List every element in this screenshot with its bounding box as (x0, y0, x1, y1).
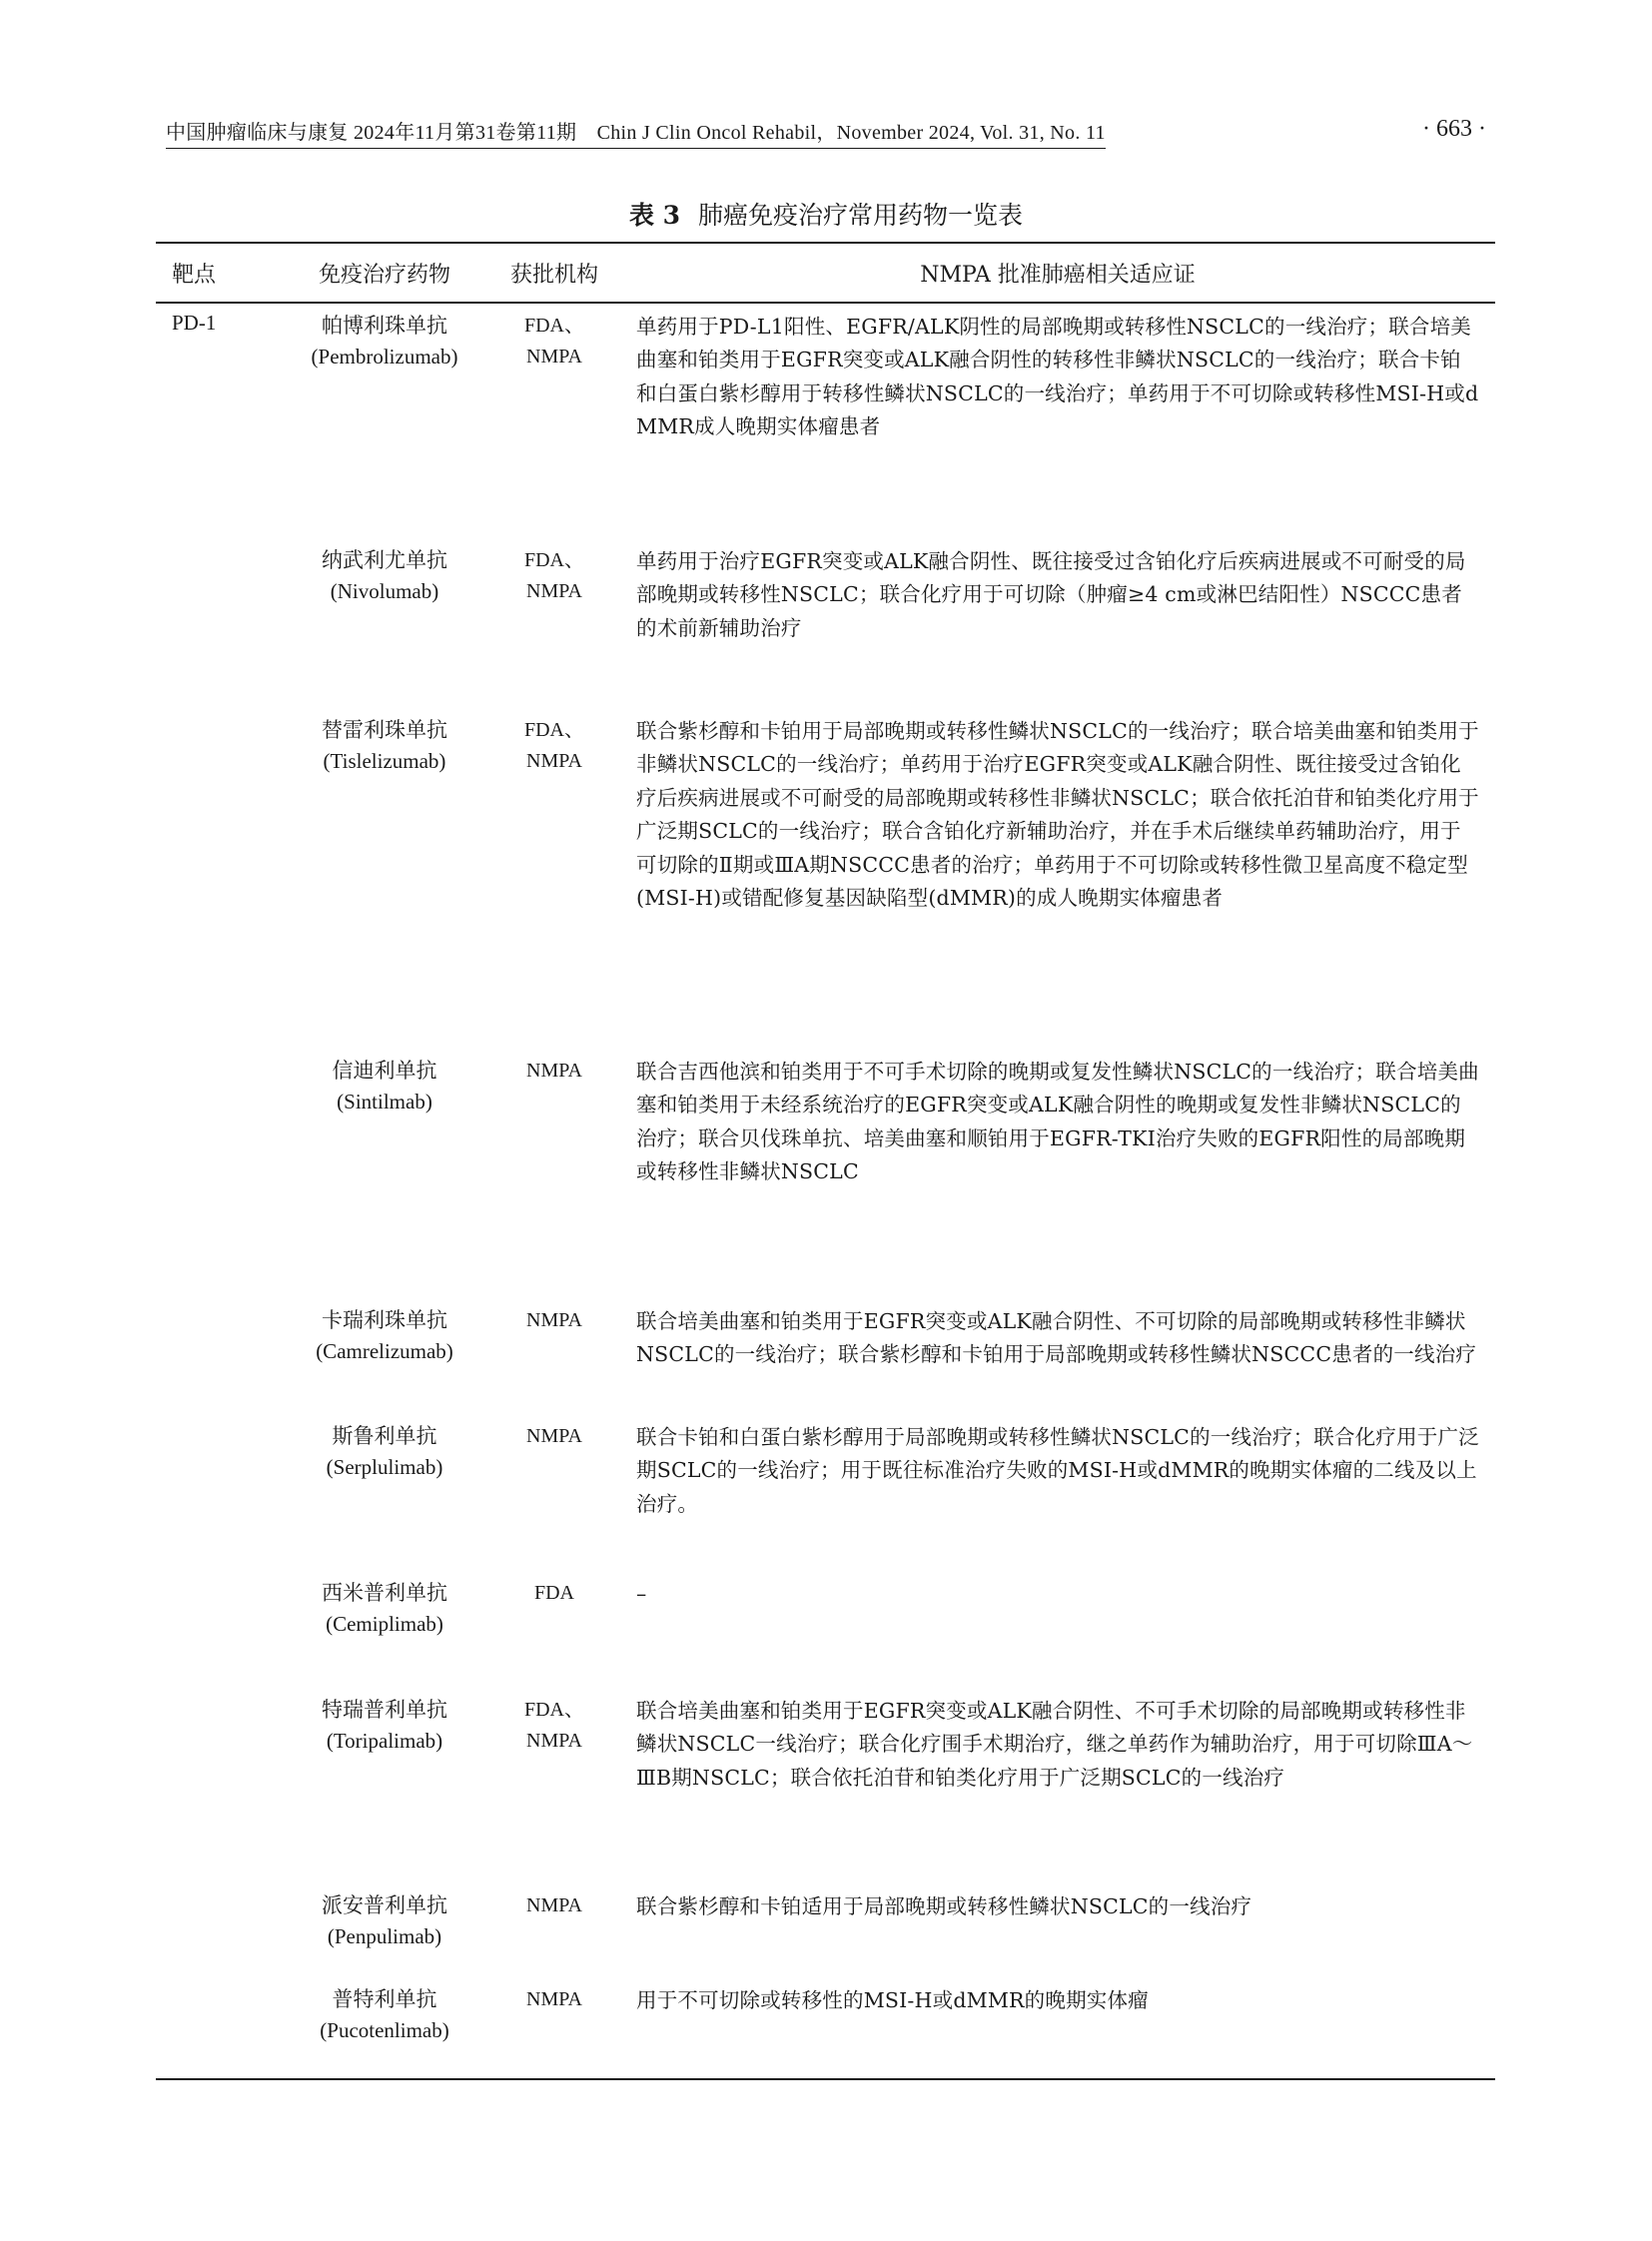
journal-citation: 中国肿瘤临床与康复 2024年11月第31卷第11期 Chin J Clin Oncol Rehabil，November 2024, Vol. 31, No. 11 (166, 116, 1106, 149)
agency-name: FDA、 (523, 719, 584, 741)
agency-cell (499, 1056, 609, 1087)
agency-cell (499, 1305, 609, 1336)
agency-name: FDA (533, 1582, 574, 1604)
drug-name-cn: 替雷利珠单抗 (322, 718, 447, 742)
page-number: · 663 · (1422, 116, 1486, 142)
indication-cell: 联合紫杉醇和卡铂用于局部晚期或转移性鳞状NSCLC的一线治疗；联合培美曲塞和铂类用于非鳞状NSCLC的一线治疗；单药用于治疗EGFR突变或ALK融合阴性、既往接受过含铂化疗后疾病进展或不可耐受的局部晚期或转移性非鳞状NSCLC；联合依托泊苷和铂类化疗用于广泛期SCLC的一线治疗；联合含铂化疗新辅助治疗，并在手术后继续单药辅助治疗，用于可切除的Ⅱ期或ⅢA期NSCCC患者的治疗；单药用于不可切除或转移性微卫星高度不稳定型(MSI-H)或错配修复基因缺陷型(dMMR)的成人晚期实体瘤患者 (636, 719, 1479, 911)
drug-cell (270, 1421, 499, 1483)
drug-cell (270, 1695, 499, 1757)
drug-name-cn: 信迪利单抗 (332, 1059, 437, 1083)
drug-name-cn: 帕博利珠单抗 (322, 314, 447, 338)
table-top-rule (156, 242, 1495, 244)
agency-name: FDA、 (523, 315, 584, 337)
drug-cell (270, 1890, 499, 1952)
drug-cell (270, 715, 499, 777)
drug-name-cn: 斯鲁利单抗 (332, 1424, 437, 1448)
agency-cell (499, 545, 609, 607)
column-header-drug: 免疫治疗药物 (318, 263, 450, 288)
drug-cell (270, 1305, 499, 1367)
indication-cell: 单药用于PD-L1阳性、EGFR/ALK阴性的局部晚期或转移性NSCLC的一线治疗；联合培美曲塞和铂类用于EGFR突变或ALK融合阴性的转移性非鳞状NSCLC的一线治疗；联合卡铂和白蛋白紫杉醇用于转移性鳞状NSCLC的一线治疗；单药用于不可切除或转移性MSI-H或dMMR成人晚期实体瘤患者 (636, 315, 1479, 439)
indication-cell: 单药用于治疗EGFR突变或ALK融合阴性、既往接受过含铂化疗后疾病进展或不可耐受的局部晚期或转移性NSCLC；联合化疗用于可切除（肿瘤≥4 cm或淋巴结阳性）NSCCC患者的术前新辅助治疗 (636, 549, 1466, 640)
drug-cell (270, 311, 499, 373)
indication-cell: – (636, 1582, 647, 1606)
drug-name-cn: 西米普利单抗 (322, 1581, 447, 1605)
column-header-agency: 获批机构 (509, 263, 598, 288)
agency-cell (499, 1695, 609, 1757)
indication-cell: 联合培美曲塞和铂类用于EGFR突变或ALK融合阴性、不可手术切除的局部晚期或转移性非鳞状NSCLC一线治疗；联合化疗围手术期治疗，继之单药作为辅助治疗，用于可切除ⅢA～ⅢB期NSCLC；联合依托泊苷和铂类化疗用于广泛期SCLC的一线治疗 (636, 1699, 1473, 1790)
agency-name: NMPA (526, 1309, 582, 1331)
agency-cell (499, 311, 609, 373)
agency-cell (499, 1890, 609, 1921)
indication-cell: 联合吉西他滨和铂类用于不可手术切除的晚期或复发性鳞状NSCLC的一线治疗；联合培美曲塞和铂类用于未经系统治疗的EGFR突变或ALK融合阴性的晚期或复发性非鳞状NSCLC的治疗；联合贝伐珠单抗、培美曲塞和顺铂用于EGFR-TKI治疗失败的EGFR阳性的局部晚期或转移性非鳞状NSCLC (636, 1060, 1479, 1184)
agency-name: FDA、 (523, 549, 584, 571)
drug-name-cn: 普特利单抗 (332, 1987, 437, 2011)
table-label: 表 3 (628, 201, 681, 230)
drug-name-en: (Penpulimab) (327, 1924, 442, 1948)
indication-cell: 联合紫杉醇和卡铂适用于局部晚期或转移性鳞状NSCLC的一线治疗 (636, 1894, 1252, 1918)
column-header-indication: NMPA 批准肺癌相关适应证 (920, 263, 1196, 288)
agency-cell (499, 1578, 609, 1609)
table-header-rule (156, 302, 1495, 304)
agency-name: NMPA (526, 1425, 582, 1447)
table-bottom-rule (156, 2078, 1495, 2080)
indication-cell: 联合卡铂和白蛋白紫杉醇用于局部晚期或转移性鳞状NSCLC的一线治疗；联合化疗用于广泛期SCLC的一线治疗；用于既往标准治疗失败的MSI-H或dMMR的晚期实体瘤的二线及以上治疗。 (636, 1425, 1479, 1516)
agency-cell (499, 1984, 609, 2015)
drug-name-cn: 卡瑞利珠单抗 (322, 1308, 447, 1332)
drug-name-cn: 特瑞普利单抗 (322, 1698, 447, 1722)
agency-name: FDA、 (523, 1699, 584, 1721)
column-header-target: 靶点 (172, 263, 217, 288)
indication-cell: 联合培美曲塞和铂类用于EGFR突变或ALK融合阴性、不可切除的局部晚期或转移性非鳞状NSCLC的一线治疗；联合紫杉醇和卡铂用于局部晚期或转移性鳞状NSCCC患者的一线治疗 (636, 1309, 1477, 1367)
agency-cell (499, 1421, 609, 1452)
agency-name: NMPA (526, 750, 582, 772)
drug-cell (270, 1984, 499, 2046)
drug-cell (270, 1578, 499, 1640)
target-cell: PD-1 (172, 311, 217, 335)
drug-name-en: (Cemiplimab) (326, 1612, 443, 1636)
agency-name: NMPA (526, 1060, 582, 1082)
drug-name-en: (Nivolumab) (330, 579, 439, 603)
agency-cell (499, 715, 609, 777)
agency-name: NMPA (526, 346, 582, 368)
drug-name-en: (Sintilmab) (337, 1090, 432, 1114)
agency-name: NMPA (526, 580, 582, 602)
drug-name-cn: 纳武利尤单抗 (322, 548, 447, 572)
drug-name-en: (Pembrolizumab) (311, 345, 458, 369)
table-caption (0, 196, 1652, 232)
drug-name-en: (Tislelizumab) (323, 749, 446, 773)
drug-cell (270, 1056, 499, 1118)
agency-name: NMPA (526, 1730, 582, 1752)
drug-name-en: (Toripalimab) (326, 1729, 443, 1753)
drug-name-en: (Camrelizumab) (316, 1339, 453, 1363)
drug-name-cn: 派安普利单抗 (322, 1893, 447, 1917)
table-title: 肺癌免疫治疗常用药物一览表 (698, 201, 1024, 230)
indication-cell: 用于不可切除或转移性的MSI-H或dMMR的晚期实体瘤 (636, 1988, 1149, 2012)
running-header (166, 116, 1486, 146)
drug-cell (270, 545, 499, 607)
drug-name-en: (Pucotenlimab) (320, 2018, 449, 2042)
agency-name: NMPA (526, 1894, 582, 1916)
drug-name-en: (Serplulimab) (326, 1455, 443, 1479)
agency-name: NMPA (526, 1988, 582, 2010)
